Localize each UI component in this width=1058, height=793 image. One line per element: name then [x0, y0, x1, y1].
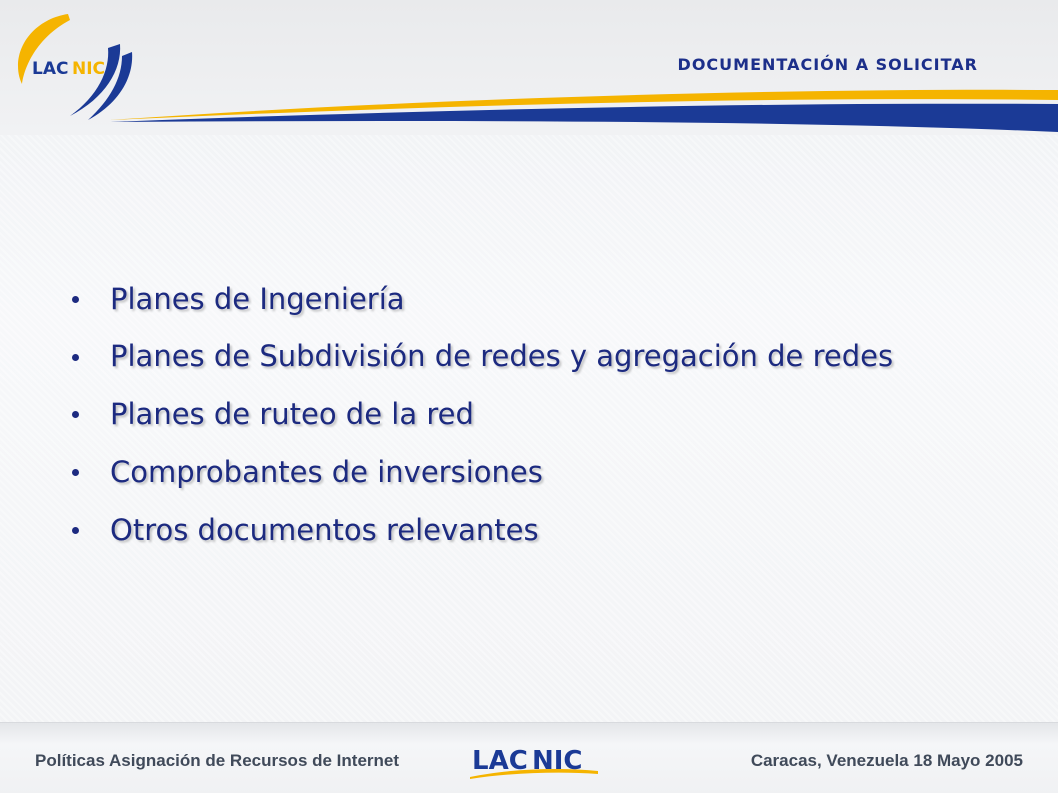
list-item [70, 276, 950, 322]
list-item [70, 391, 950, 437]
logo-text-lac: LAC [32, 59, 69, 79]
bullet-dot [72, 469, 79, 476]
bullet-text: Otros documentos relevantes [110, 513, 539, 547]
bullet-text: Comprobantes de inversiones [110, 455, 543, 489]
header-swoosh [0, 80, 1058, 140]
bullet-dot [72, 527, 79, 534]
footer [0, 722, 1058, 793]
bullet-text: Planes de ruteo de la red [110, 397, 474, 431]
bullet-text: Planes de Subdivisión de redes y agregación de redes [110, 339, 894, 373]
bullet-dot [72, 411, 79, 418]
footer-right-text: Caracas, Venezuela 18 Mayo 2005 [750, 751, 1023, 770]
list-item [70, 507, 950, 553]
list-item [70, 449, 950, 495]
logo-text-nic: NIC [72, 59, 106, 79]
footer-logo-text-lac: LAC [472, 746, 528, 776]
list-item [70, 334, 950, 379]
bullet-dot [72, 354, 79, 361]
footer-left-text: Políticas Asignación de Recursos de Internet [35, 751, 400, 770]
bullet-list [70, 276, 950, 565]
bullet-text: Planes de Ingeniería [110, 282, 405, 316]
footer-logo-text-nic: NIC [532, 746, 583, 776]
lacnic-footer-logo [468, 741, 600, 781]
slide-title: DOCUMENTACIÓN A SOLICITAR [677, 55, 978, 74]
bullet-dot [72, 296, 79, 303]
